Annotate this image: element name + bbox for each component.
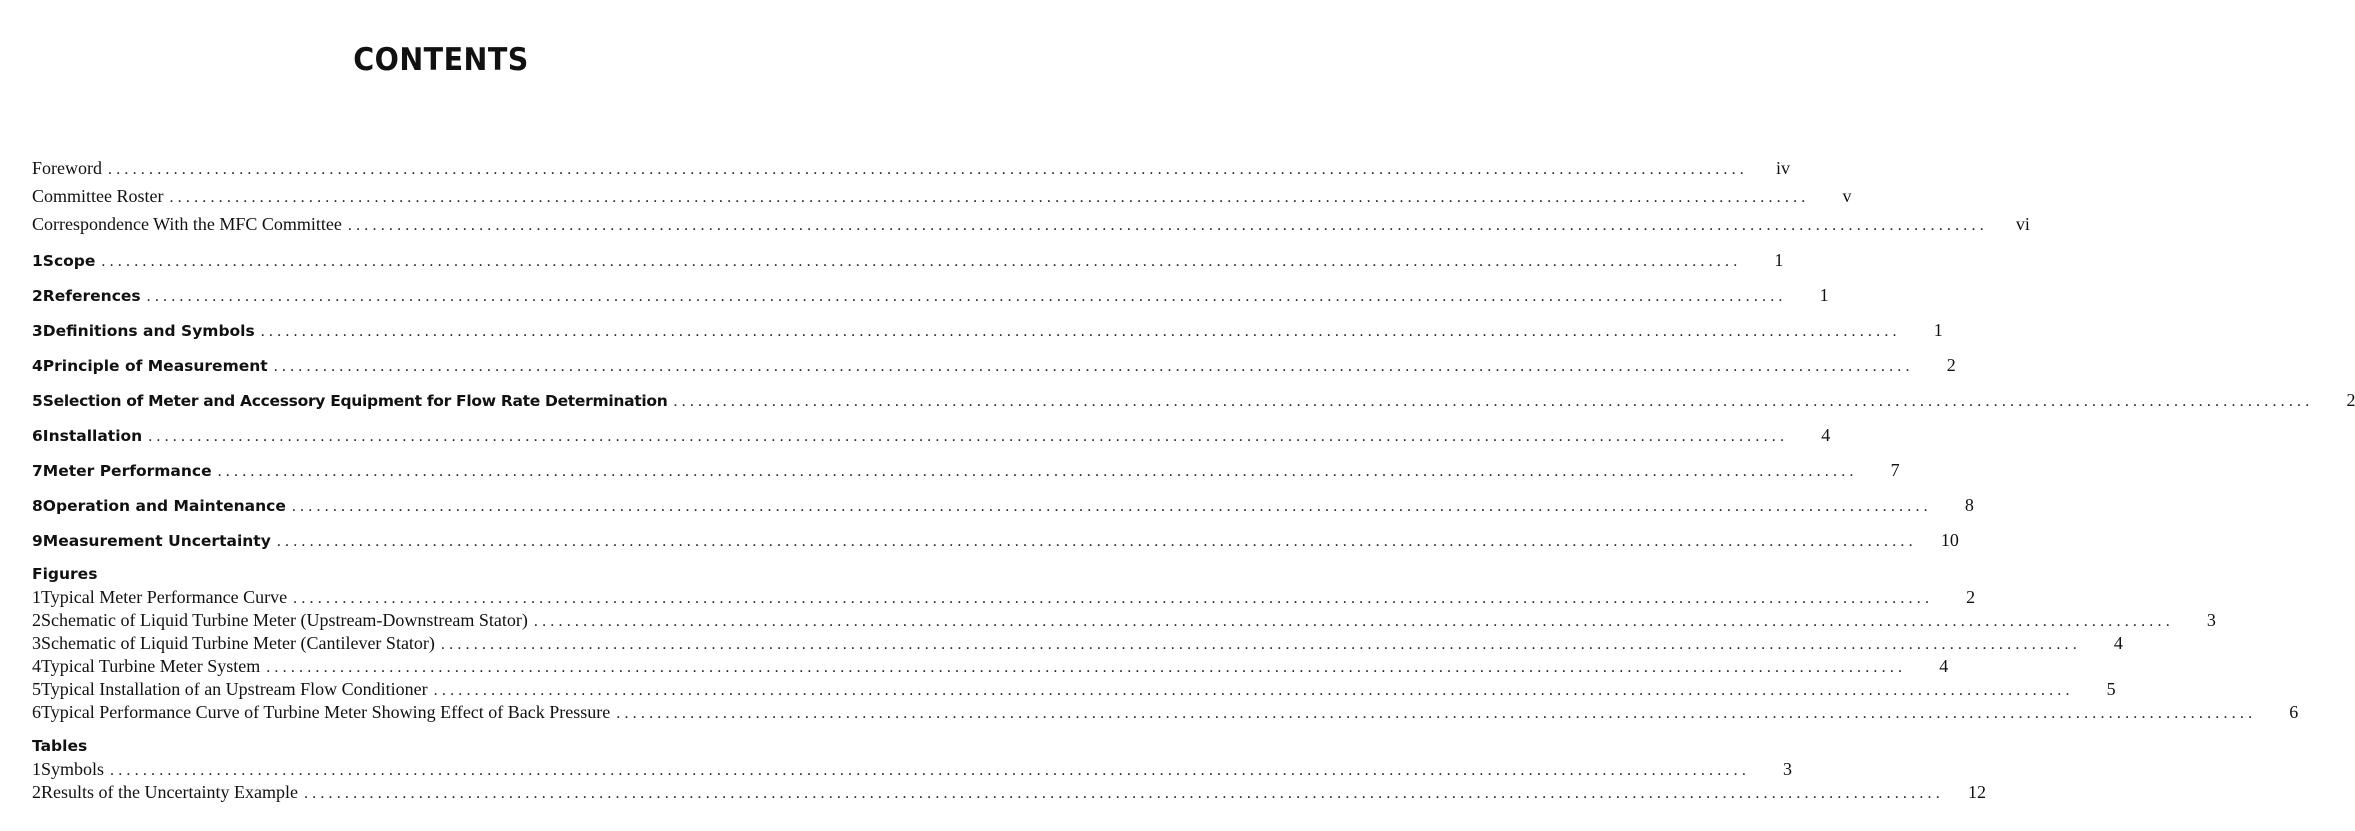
entry-page: 4 bbox=[2113, 633, 2123, 653]
entry-page: 1 bbox=[1819, 285, 1829, 305]
dot-leader: ........................................................................................................................................................................................................ bbox=[433, 682, 2074, 699]
figure-title: Typical Turbine Meter System bbox=[41, 656, 261, 676]
entry-page: 5 bbox=[2106, 679, 2116, 699]
toc-figure-3[interactable] bbox=[32, 633, 2123, 654]
toc-section-9[interactable] bbox=[32, 530, 1959, 551]
toc-entry-foreword[interactable] bbox=[32, 158, 1790, 179]
entry-page: v bbox=[1842, 186, 1852, 206]
section-title: Definitions and Symbols bbox=[42, 322, 255, 340]
section-number: 7 bbox=[32, 462, 43, 480]
dot-leader: ........................................................................................................................................................................................................ bbox=[101, 253, 1742, 270]
toc-section-1[interactable] bbox=[32, 250, 1784, 271]
toc-table-1[interactable] bbox=[32, 759, 1793, 780]
entry-label: Committee Roster bbox=[32, 186, 164, 206]
figure-number: 5 bbox=[32, 679, 41, 699]
entry-page: 1 bbox=[1774, 250, 1784, 270]
section-number: 6 bbox=[32, 427, 43, 445]
toc-entry-correspondence[interactable] bbox=[32, 214, 2030, 235]
dot-leader: ........................................................................................................................................................................................................ bbox=[293, 590, 1934, 607]
section-title: Measurement Uncertainty bbox=[42, 532, 271, 550]
figure-number: 4 bbox=[32, 656, 41, 676]
section-number: 9 bbox=[32, 532, 43, 550]
toc-section-8[interactable] bbox=[32, 495, 1974, 516]
entry-page: 12 bbox=[1967, 782, 1986, 802]
entry-page: 8 bbox=[1964, 495, 1974, 515]
section-number: 1 bbox=[32, 252, 43, 270]
dot-leader: ........................................................................................................................................................................................................ bbox=[273, 358, 1914, 375]
dot-leader: ........................................................................................................................................................................................................ bbox=[110, 762, 1751, 779]
entry-page: 3 bbox=[2206, 610, 2216, 630]
toc-section-5[interactable] bbox=[32, 390, 2355, 411]
toc-section-7[interactable] bbox=[32, 460, 1900, 481]
entry-page: 2 bbox=[2346, 390, 2355, 410]
entry-page: 6 bbox=[2289, 702, 2299, 722]
dot-leader: ........................................................................................................................................................................................................ bbox=[169, 189, 1810, 206]
entry-page: 2 bbox=[1966, 587, 1976, 607]
section-title: Scope bbox=[42, 252, 96, 270]
dot-leader: ........................................................................................................................................................................................................ bbox=[217, 463, 1858, 480]
dot-leader: ........................................................................................................................................................................................................ bbox=[440, 636, 2081, 653]
entry-page: 4 bbox=[1939, 656, 1949, 676]
figure-title: Typical Meter Performance Curve bbox=[41, 587, 288, 607]
table-title: Symbols bbox=[41, 759, 105, 779]
entry-page: vi bbox=[2015, 214, 2030, 234]
dot-leader: ........................................................................................................................................................................................................ bbox=[146, 288, 1787, 305]
dot-leader: ........................................................................................................................................................................................................ bbox=[148, 428, 1789, 445]
toc-figure-4[interactable] bbox=[32, 656, 1949, 677]
section-number: 8 bbox=[32, 497, 43, 515]
toc-section-4[interactable] bbox=[32, 355, 1956, 376]
entry-page: 2 bbox=[1946, 355, 1956, 375]
toc-figure-2[interactable] bbox=[32, 610, 2216, 631]
figure-title: Typical Performance Curve of Turbine Meter Showing Effect of Back Pressure bbox=[41, 702, 611, 722]
toc-section-3[interactable] bbox=[32, 320, 1943, 341]
entry-label: Foreword bbox=[32, 158, 102, 178]
figure-number: 1 bbox=[32, 587, 41, 607]
figure-number: 2 bbox=[32, 610, 41, 630]
section-title: Meter Performance bbox=[42, 462, 212, 480]
dot-leader: ........................................................................................................................................................................................................ bbox=[533, 613, 2174, 630]
figure-title: Typical Installation of an Upstream Flow Conditioner bbox=[41, 679, 428, 699]
entry-label: Correspondence With the MFC Committee bbox=[32, 214, 342, 234]
section-number: 3 bbox=[32, 322, 43, 340]
toc-figure-5[interactable] bbox=[32, 679, 2116, 700]
section-number: 4 bbox=[32, 357, 43, 375]
section-number: 2 bbox=[32, 287, 43, 305]
table-number: 1 bbox=[32, 759, 41, 779]
table-title: Results of the Uncertainty Example bbox=[41, 782, 298, 802]
section-title: Principle of Measurement bbox=[42, 357, 268, 375]
entry-page: 3 bbox=[1783, 759, 1793, 779]
entry-page: 1 bbox=[1933, 320, 1943, 340]
section-title: Installation bbox=[42, 427, 143, 445]
dot-leader: ........................................................................................................................................................................................................ bbox=[616, 705, 2257, 722]
dot-leader: ........................................................................................................................................................................................................ bbox=[108, 161, 1748, 178]
dot-leader: ........................................................................................................................................................................................................ bbox=[266, 659, 1907, 676]
figures-heading: Figures bbox=[32, 565, 98, 583]
section-title: References bbox=[42, 287, 141, 305]
dot-leader: ........................................................................................................................................................................................................ bbox=[347, 217, 1988, 234]
toc-table-2[interactable] bbox=[32, 782, 1986, 803]
section-title: Selection of Meter and Accessory Equipment for Flow Rate Determination bbox=[42, 392, 668, 410]
tables-heading: Tables bbox=[32, 737, 88, 755]
figure-number: 3 bbox=[32, 633, 41, 653]
figure-title: Schematic of Liquid Turbine Meter (Cantilever Stator) bbox=[41, 633, 435, 653]
figure-title: Schematic of Liquid Turbine Meter (Upstream-Downstream Stator) bbox=[41, 610, 528, 630]
entry-page: 4 bbox=[1821, 425, 1831, 445]
page-title: CONTENTS bbox=[353, 42, 529, 78]
dot-leader: ........................................................................................................................................................................................................ bbox=[291, 498, 1932, 515]
entry-page: 7 bbox=[1890, 460, 1900, 480]
dot-leader: ........................................................................................................................................................................................................ bbox=[260, 323, 1901, 340]
entry-page: iv bbox=[1775, 158, 1790, 178]
table-number: 2 bbox=[32, 782, 41, 802]
section-number: 5 bbox=[32, 392, 43, 410]
toc-figure-1[interactable] bbox=[32, 587, 1976, 608]
dot-leader: ........................................................................................................................................................................................................ bbox=[276, 533, 1917, 550]
toc-entry-committee-roster[interactable] bbox=[32, 186, 1852, 207]
dot-leader: ........................................................................................................................................................................................................ bbox=[673, 393, 2314, 410]
entry-page: 10 bbox=[1940, 530, 1959, 550]
figure-number: 6 bbox=[32, 702, 41, 722]
toc-section-6[interactable] bbox=[32, 425, 1831, 446]
toc-figure-6[interactable] bbox=[32, 702, 2299, 723]
toc-section-2[interactable] bbox=[32, 285, 1829, 306]
dot-leader: ........................................................................................................................................................................................................ bbox=[303, 785, 1944, 802]
section-title: Operation and Maintenance bbox=[42, 497, 286, 515]
